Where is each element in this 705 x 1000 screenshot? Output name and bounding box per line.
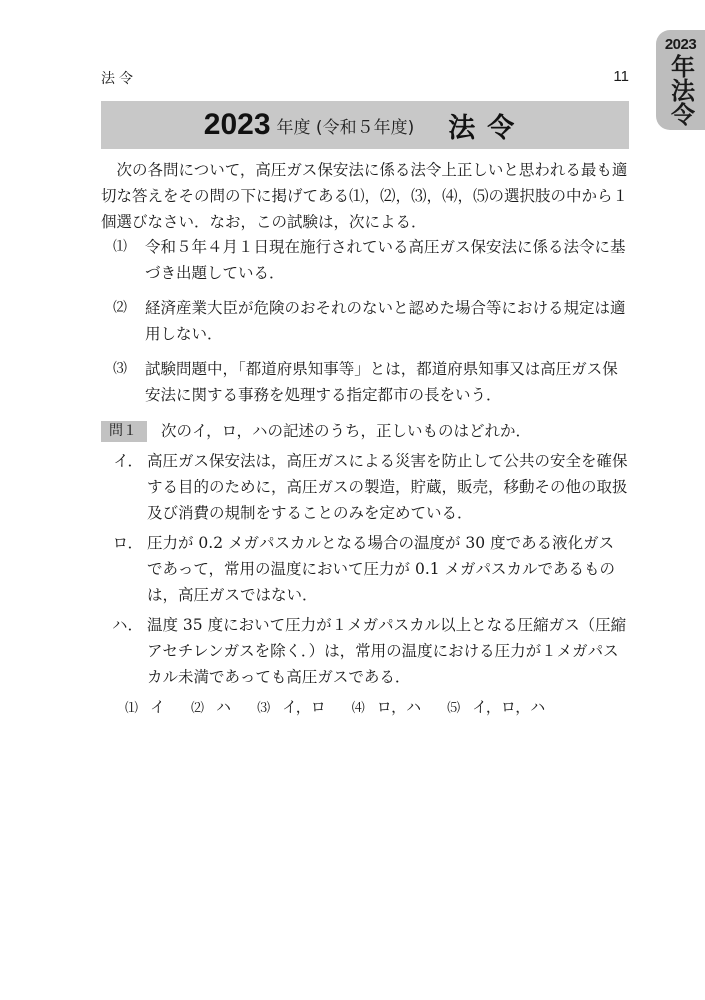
condition-item xyxy=(101,356,629,408)
choice-number: ⑶ xyxy=(257,701,271,716)
statement-item xyxy=(101,448,629,526)
condition-number: ⑶ xyxy=(113,361,127,377)
running-head: 法令 xyxy=(101,71,137,87)
choice-text: イ xyxy=(150,698,166,716)
choice-text: ロ，ハ xyxy=(376,698,422,716)
conditions-list xyxy=(101,234,629,417)
page-number: 11 xyxy=(613,68,629,85)
statement-item xyxy=(101,530,629,608)
title-year: 2023 xyxy=(203,108,271,141)
condition-text: 令和５年４月１日現在施行されている高圧ガス保安法に係る法令に基づき出題している． xyxy=(145,238,626,282)
statement-mark: ロ． xyxy=(112,534,143,552)
side-tab-year: 2023 xyxy=(664,36,697,53)
question-header xyxy=(101,418,629,444)
statement-text: 高圧ガス保安法は，高圧ガスによる災害を防止して公共の安全を確保する目的のために，高圧ガスの製造，貯蔵，販売，移動その他の取扱及び消費の規制をすることのみを定めている． xyxy=(147,452,628,522)
choice-number: ⑵ xyxy=(191,701,205,716)
condition-number: ⑴ xyxy=(113,239,127,255)
choice-text: イ，ロ，ハ xyxy=(472,698,546,716)
choice-number: ⑷ xyxy=(351,701,365,716)
intro-paragraph: 次の各問について，高圧ガス保安法に係る法令上正しいと思われる最も適切な答えをその問の下に掲げてある⑴，⑵，⑶，⑷，⑸の選択肢の中から１個選びなさい．なお，この試験は，次による． xyxy=(101,161,629,231)
answer-choice xyxy=(191,694,231,722)
choice-text: ハ xyxy=(216,698,232,716)
choice-number: ⑴ xyxy=(125,701,139,716)
answer-choice xyxy=(447,694,545,722)
side-tab-label: 年法令 xyxy=(666,54,695,126)
statement-text: 温度 35 度において圧力が１メガパスカル以上となる圧縮ガス（圧縮アセチレンガスを除く．）は，常用の温度における圧力が１メガパスカル未満であっても高圧ガスである． xyxy=(147,616,627,686)
condition-number: ⑵ xyxy=(113,300,127,316)
statement-list xyxy=(101,448,629,690)
intro-text-block xyxy=(101,157,629,235)
answer-choice xyxy=(352,694,421,722)
statement-item xyxy=(101,612,629,690)
statement-mark: イ． xyxy=(113,452,143,470)
answer-choice xyxy=(257,694,326,722)
title-era: 年度 (令和５年度) xyxy=(276,117,415,138)
question-label-badge: 問１ xyxy=(101,421,147,442)
title-main: 法令 xyxy=(448,112,527,144)
choice-text: イ，ロ xyxy=(282,698,326,716)
condition-text: 経済産業大臣が危険のおそれのないと認めた場合等における規定は適用しない． xyxy=(145,299,626,343)
statement-mark: ハ． xyxy=(111,616,143,634)
question-stem: 次のイ，ロ，ハの記述のうち，正しいものはどれか． xyxy=(161,422,531,440)
condition-text: 試験問題中，「都道府県知事等」とは，都道府県知事又は高圧ガス保安法に関する事務を処理する指定都市の長をいう． xyxy=(145,360,618,404)
title-banner xyxy=(101,101,629,149)
condition-item xyxy=(101,234,629,286)
answer-choices xyxy=(101,694,629,722)
choice-number: ⑸ xyxy=(447,701,461,716)
side-index-tab xyxy=(656,30,705,130)
statement-text: 圧力が 0.2 メガパスカルとなる場合の温度が 30 度である液化ガスであって，常用の温度において圧力が 0.1 メガパスカルであるものは，高圧ガスではない． xyxy=(147,534,616,604)
answer-choice xyxy=(125,694,165,722)
condition-item xyxy=(101,295,629,347)
question-block xyxy=(101,418,629,722)
